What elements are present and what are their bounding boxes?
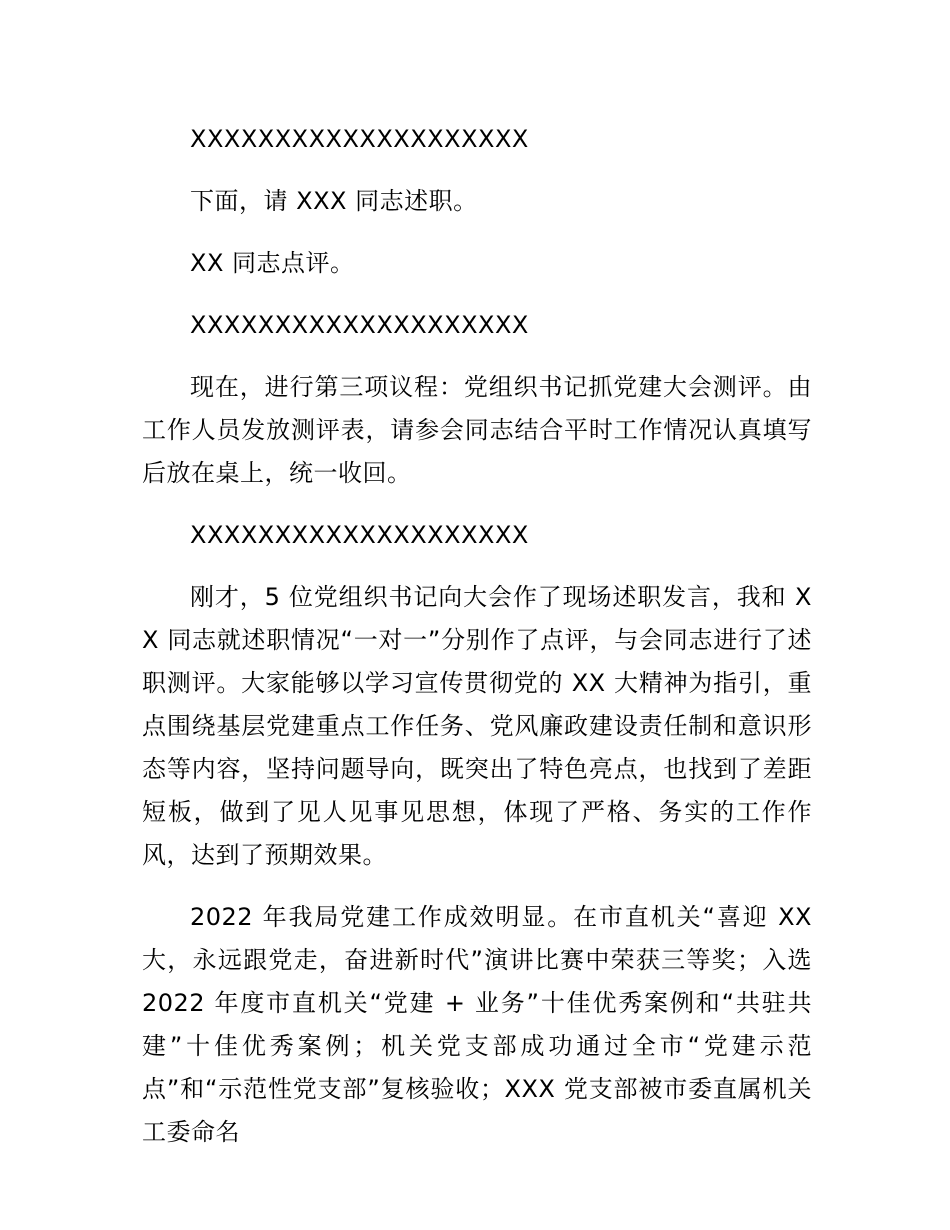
- paragraph-placeholder-1: XXXXXXXXXXXXXXXXXXXX: [190, 125, 529, 153]
- paragraph-placeholder-3: XXXXXXXXXXXXXXXXXXXX: [190, 521, 529, 549]
- paragraph-agenda-item-3: 现在，进行第三项议程：党组织书记抓党建大会测评。由工作人员发放测评表，请参会同志结合平时工作情况认真填写后放在桌上，统一收回。: [142, 373, 812, 487]
- paragraph-comment-call: XX 同志点评。: [190, 249, 355, 277]
- paragraph-achievements: 2022 年我局党建工作成效明显。在市直机关“喜迎 XX 大，永远跟党走，奋进新时代”演讲比赛中荣获三等奖；入选 2022 年度市直机关“党建 + 业务”十佳优秀案例和“共驻共建”十佳优秀案例；机关党支部成功通过全市“党建示范点”和“示范性党支部”复核验收；XXX 党支部被市委直属机关工委命名: [142, 903, 812, 1146]
- document-body: [142, 118, 812, 1154]
- paragraph-report-call: 下面，请 XXX 同志述职。: [190, 187, 478, 215]
- paragraph-summary: 刚才，5 位党组织书记向大会作了现场述职发言，我和 XX 同志就述职情况“一对一”分别作了点评，与会同志进行了述职测评。大家能够以学习宣传贯彻党的 XX 大精神为指引，重点围绕基层党建重点工作任务、党风廉政建设责任制和意识形态等内容，坚持问题导向，既突出了特色亮点，也找到了差距短板，做到了见人见事见思想，体现了严格、务实的工作作风，达到了预期效果。: [142, 583, 812, 869]
- paragraph-placeholder-2: XXXXXXXXXXXXXXXXXXXX: [190, 311, 529, 339]
